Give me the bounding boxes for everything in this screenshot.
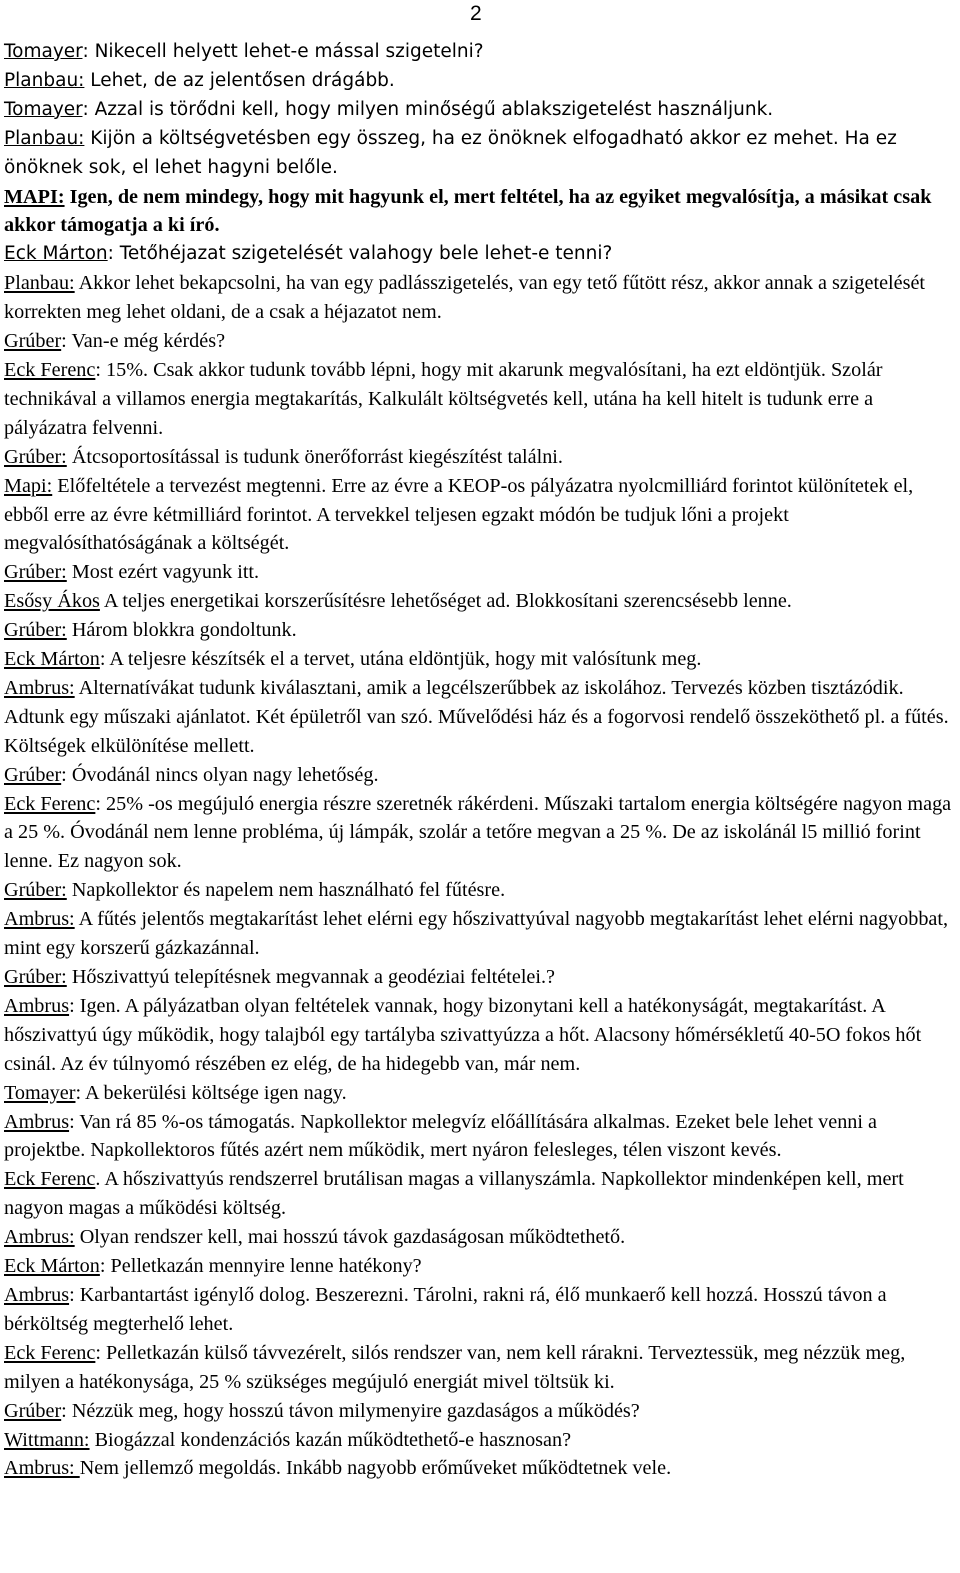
speaker-name: Eck Ferenc: [4, 1168, 96, 1191]
speaker-name: Eck Márton: [4, 648, 100, 671]
speaker-name: Ambrus:: [4, 1457, 80, 1480]
speaker-name: Ambrus:: [4, 676, 75, 699]
statement-text: Olyan rendszer kell, mai hosszú távok gazdaságosan működtethető.: [74, 1226, 626, 1249]
transcript-paragraph: [4, 992, 954, 1079]
transcript-paragraph: [4, 761, 954, 790]
meeting-transcript: [4, 38, 954, 1483]
statement-text: Karbantartást igénylő dolog. Beszerezni. Tárolni, rakni rá, élő munkaerő kell hozzá. Hosszú távon a bérköltség megterhelő lehet.: [4, 1283, 887, 1335]
statement-text: Van rá 85 %-os támogatás. Napkollektor melegvíz előállítására alkalmas. Ezeket bele lehet venni a projektbe. Napkollektoros fűtés azért nem működik, mert nyáron felesleges, télen viszont kevés.: [4, 1110, 878, 1162]
speaker-name: Ambrus: [4, 994, 70, 1017]
transcript-paragraph: [4, 38, 954, 67]
transcript-paragraph: [4, 645, 954, 674]
transcript-paragraph: [4, 327, 954, 356]
speaker-name: Eck Ferenc: [4, 358, 96, 381]
statement-text: Átcsoportosítással is tudunk önerőforrást kiegészítést találni.: [66, 445, 563, 468]
speaker-name: Esősy Ákos: [4, 590, 100, 613]
statement-text: Hőszivattyú telepítésnek megvannak a geodéziai feltételei.?: [66, 966, 555, 988]
speaker-punctuation: :: [61, 1399, 67, 1422]
speaker-name: Grúber: [4, 763, 62, 786]
speaker-punctuation: :: [69, 1110, 75, 1133]
statement-text: Nézzük meg, hogy hosszú távon milymenyire gazdaságos a működés?: [66, 1399, 640, 1422]
speaker-punctuation: :: [61, 330, 67, 353]
transcript-paragraph: [4, 876, 954, 905]
transcript-paragraph: [4, 1079, 954, 1108]
speaker-name: Tomayer: [4, 98, 83, 120]
page-number: 2: [470, 2, 482, 25]
statement-text: Akkor lehet bekapcsolni, ha van egy padlásszigetelés, van egy tető fűtött rész, akkor annak a szigetelését korrekten meg lehet oldani, de a csak a héjazatot nem.: [4, 272, 926, 324]
speaker-name: Ambrus: [4, 1110, 70, 1133]
statement-text: Nikecell helyett lehet-e mással szigetelni?: [88, 41, 484, 62]
speaker-punctuation: :: [99, 648, 106, 671]
transcript-paragraph: [4, 269, 954, 327]
statement-text: Azzal is törődni kell, hogy milyen minőségű ablakszigetelést használjunk.: [88, 98, 774, 120]
speaker-name: Grúber:: [4, 966, 67, 988]
transcript-paragraph: [4, 1281, 954, 1339]
statement-text: Óvodánál nincs olyan nagy lehetőség.: [66, 763, 379, 786]
statement-text: Pelletkazán külső távvezérelt, silós rendszer van, nem kell rárakni. Terveztessük, meg nézzük meg, milyen a hatékonysága, 25 % szükséges megújuló energiát mivel töltsük ki.: [4, 1341, 906, 1393]
speaker-name: Wittmann:: [4, 1428, 90, 1451]
speaker-name: MAPI:: [4, 185, 65, 208]
speaker-name: Tomayer: [4, 1081, 76, 1104]
statement-text: 25% -os megújuló energia részre szeretnék rákérdeni. Műszaki tartalom energia költségére nagyon maga a 25 %. Óvodánál nem lenne probléma, új lámpák, szolár a tetőre megvan a 25 %. De az iskolánál l5 millió forint lenne. Ez nagyon sok.: [4, 792, 952, 873]
statement-text: Előfeltétele a tervezést megtenni. Erre az évre a KEOP-os pályázatra nyolcmilliárd forintot különítetek el, ebből erre az évre kétmilliárd forintot. A tervekkel teljesen egzakt módón be tudjuk lőni a projekt megvalósíthatóságának a költségét.: [4, 474, 914, 555]
speaker-name: Grúber:: [4, 879, 67, 902]
statement-text: Igen, de nem mindegy, hogy mit hagyunk el, mert feltétel, ha az egyiket megvalósítja, a másikat csak akkor támogatja a ki író.: [4, 185, 932, 237]
transcript-paragraph: [4, 790, 954, 877]
transcript-paragraph: [4, 472, 954, 559]
speaker-name: Planbau:: [4, 127, 85, 149]
speaker-name: Grúber: [4, 330, 62, 353]
speaker-punctuation: :: [69, 1283, 75, 1306]
speaker-name: Mapi:: [4, 474, 53, 497]
transcript-paragraph: [4, 1108, 954, 1166]
speaker-name: Tomayer: [4, 41, 83, 62]
speaker-name: Grúber:: [4, 561, 67, 584]
statement-text: Van-e még kérdés?: [66, 330, 226, 353]
statement-text: A bekerülési költsége igen nagy.: [81, 1081, 347, 1104]
transcript-paragraph: [4, 616, 954, 645]
speaker-punctuation: :: [95, 1341, 101, 1364]
statement-text: Most ezért vagyunk itt.: [66, 561, 260, 584]
statement-text: Kijön a költségvetésben egy összeg, ha ez önöknek elfogadható akkor ez mehet. Ha ez önöknek sok, el lehet hagyni belőle.: [4, 127, 897, 178]
transcript-paragraph: [4, 240, 954, 269]
transcript-paragraph: [4, 183, 954, 241]
speaker-name: Eck Ferenc: [4, 1341, 96, 1364]
statement-text: Alternatívákat tudunk kiválasztani, amik a legcélszerűbbek az iskolához. Tervezés közben tisztázódik. Adtunk egy műszaki ajánlatot. Két épületről van szó. Művelődési ház és a fogorvosi rendelő összeköthető pl. a fűtés. Költségek elkülönítése mellett.: [4, 676, 949, 757]
speaker-name: Planbau:: [4, 69, 85, 91]
transcript-paragraph: [4, 1252, 954, 1281]
statement-text: Napkollektor és napelem nem használható fel fűtésre.: [66, 879, 506, 902]
statement-text: A hőszivattyús rendszerrel brutálisan magas a villanyszámla. Napkollektor mindenképen kell, mert nagyon magas a működési költség.: [4, 1168, 904, 1220]
transcript-paragraph: [4, 1339, 954, 1397]
speaker-name: Grúber: [4, 1399, 62, 1422]
transcript-paragraph: [4, 125, 954, 183]
speaker-punctuation: :: [95, 358, 101, 381]
transcript-paragraph: [4, 67, 954, 96]
speaker-name: Ambrus:: [4, 1226, 75, 1249]
transcript-paragraph: [4, 1454, 954, 1483]
transcript-paragraph: [4, 1223, 954, 1252]
statement-text: Tetőhéjazat szigetelését valahogy bele lehet-e tenni?: [113, 243, 613, 265]
transcript-paragraph: [4, 1426, 954, 1455]
transcript-paragraph: [4, 1165, 954, 1223]
transcript-paragraph: [4, 674, 954, 761]
statement-text: A fűtés jelentős megtakarítást lehet elérni egy hőszivattyúval nagyobb megtakarítást lehet elérni nagyobbat, mint egy korszerű gázkazánnal.: [4, 908, 949, 960]
speaker-punctuation: :: [82, 98, 89, 120]
speaker-punctuation: :: [82, 41, 89, 62]
speaker-punctuation: :: [107, 243, 114, 265]
transcript-paragraph: [4, 443, 954, 472]
transcript-paragraph: [4, 558, 954, 587]
statement-text: Lehet, de az jelentősen drágább.: [84, 69, 395, 91]
speaker-name: Eck Márton: [4, 1255, 100, 1278]
statement-text: Biogázzal kondenzációs kazán működtethető-e hasznosan?: [89, 1428, 572, 1451]
speaker-name: Grúber:: [4, 445, 67, 468]
transcript-paragraph: [4, 1397, 954, 1426]
speaker-name: Planbau:: [4, 272, 75, 295]
speaker-name: Ambrus: [4, 1283, 70, 1306]
speaker-punctuation: :: [99, 1255, 106, 1278]
speaker-punctuation: :: [75, 1081, 82, 1104]
speaker-name: Eck Márton: [4, 243, 108, 265]
statement-text: 15%. Csak akkor tudunk tovább lépni, hogy mit akarunk megvalósítani, ha ezt eldöntjük. Szolár technikával a villamos energia megtakarítás, Kalkulált költségvetés kell, utána ha kell hitelt is tudunk erre a pályázatra felvenni.: [4, 358, 883, 439]
transcript-paragraph: [4, 96, 954, 125]
statement-text: A teljesre készítsék el a tervet, utána eldöntjük, hogy mit valósítunk meg.: [105, 648, 702, 671]
statement-text: Igen. A pályázatban olyan feltételek vannak, hogy bizonytani kell a hatékonyságát, megtakarítást. A hőszivattyú úgy működik, hogy talajból egy tartályba szivattyúzza a hőt. Alacsony hőmérsékletű 40-5O fokos hőt csinál. Az év túlnyomó részében ez elég, de ha hidegebb van, már nem.: [4, 994, 922, 1075]
statement-text: Három blokkra gondoltunk.: [66, 619, 297, 642]
speaker-punctuation: :: [69, 994, 75, 1017]
statement-text: Pelletkazán mennyire lenne hatékony?: [105, 1255, 422, 1278]
transcript-paragraph: [4, 905, 954, 963]
speaker-punctuation: .: [95, 1168, 101, 1191]
speaker-punctuation: :: [95, 792, 101, 815]
speaker-name: Ambrus:: [4, 908, 75, 931]
statement-text: A teljes energetikai korszerűsítésre lehetőséget ad. Blokkosítani szerencsésebb lenne.: [99, 590, 792, 613]
speaker-name: Eck Ferenc: [4, 792, 96, 815]
transcript-paragraph: [4, 963, 954, 992]
speaker-punctuation: :: [61, 763, 67, 786]
transcript-paragraph: [4, 587, 954, 616]
transcript-paragraph: [4, 356, 954, 443]
speaker-name: Grúber:: [4, 619, 67, 642]
statement-text: Nem jellemző megoldás. Inkább nagyobb erőműveket működtetnek vele.: [79, 1457, 672, 1480]
